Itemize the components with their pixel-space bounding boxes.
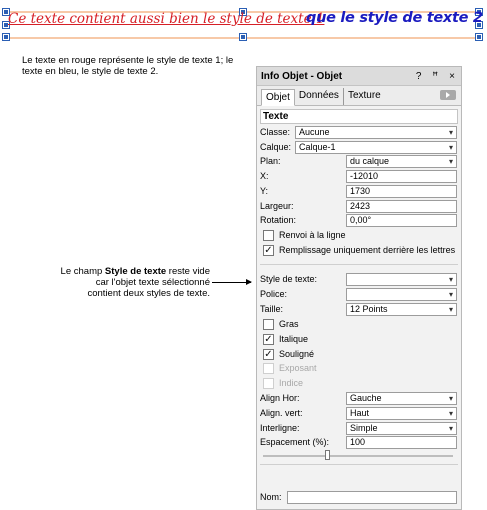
interligne-label: Interligne: xyxy=(260,423,300,433)
style-texte-label: Style de texte: xyxy=(260,274,318,284)
renvoi-label: Renvoi à la ligne xyxy=(279,230,346,240)
police-label: Police: xyxy=(260,289,288,299)
rotation-field[interactable]: 0,00° xyxy=(346,214,457,227)
nom-field[interactable] xyxy=(287,491,457,504)
calque-dropdown[interactable]: Calque-1 ▾ xyxy=(295,141,457,154)
interligne-dropdown[interactable]: Simple ▾ xyxy=(346,422,457,435)
exposant-label: Exposant xyxy=(279,363,317,373)
remplissage-checkbox[interactable]: ✓ xyxy=(264,245,273,256)
exposant-checkbox xyxy=(263,363,274,374)
police-dropdown[interactable] xyxy=(346,288,457,301)
description-text: Le texte en rouge représente le style de texte 1; le texte en bleu, le style de texte 2. xyxy=(22,55,234,77)
calque-label: Calque: xyxy=(260,142,292,152)
help-icon[interactable]: ? xyxy=(415,70,422,82)
renvoi-checkbox[interactable] xyxy=(263,230,274,241)
align-vert-label: Align. vert: xyxy=(260,408,303,418)
object-info-palette xyxy=(256,66,462,510)
play-icon[interactable] xyxy=(440,90,456,100)
x-field[interactable]: -12010 xyxy=(346,170,457,183)
x-label: X: xyxy=(260,171,269,181)
souligne-label: Souligné xyxy=(279,349,315,359)
largeur-label: Largeur: xyxy=(260,201,294,211)
italique-checkbox[interactable]: ✓ xyxy=(264,334,273,345)
classe-dropdown[interactable]: Aucune ▾ xyxy=(295,126,457,139)
gras-checkbox[interactable] xyxy=(263,319,274,330)
text-style-1-sample[interactable]: Ce texte contient aussi bien le style de texte 1 xyxy=(8,11,325,27)
text-style-2-sample[interactable]: que le style de texte 2 xyxy=(306,10,483,26)
selection-handle[interactable] xyxy=(476,34,482,40)
espacement-field[interactable]: 100 xyxy=(346,436,457,449)
selection-handle[interactable] xyxy=(240,34,246,40)
souligne-checkbox[interactable]: ✓ xyxy=(264,349,273,360)
palette-tabs xyxy=(257,86,461,106)
y-label: Y: xyxy=(260,186,269,196)
plan-label: Plan: xyxy=(260,156,281,166)
tab-donnees[interactable]: Données xyxy=(295,88,344,105)
gras-label: Gras xyxy=(279,319,299,329)
section-divider xyxy=(260,464,458,465)
palette-titlebar[interactable] xyxy=(257,67,461,86)
espacement-slider-track[interactable] xyxy=(263,455,453,457)
selection-handle[interactable] xyxy=(3,34,9,40)
nom-label: Nom: xyxy=(260,492,282,502)
indice-checkbox xyxy=(263,378,274,389)
classe-label: Classe: xyxy=(260,127,291,137)
rotation-label: Rotation: xyxy=(260,215,297,225)
remplissage-label: Remplissage uniquement derrière les lettres xyxy=(279,245,456,255)
section-divider xyxy=(260,264,458,265)
callout-text: Le champ Style de texte reste vide car l'objet texte sélectionné contient deux styles de texte. xyxy=(60,266,210,299)
tab-texture[interactable]: Texture xyxy=(347,90,381,101)
align-vert-dropdown[interactable]: Haut ▾ xyxy=(346,407,457,420)
italique-label: Italique xyxy=(279,334,309,344)
espacement-label: Espacement (%): xyxy=(260,437,330,447)
pin-icon[interactable]: ꟸ xyxy=(432,70,439,82)
close-icon[interactable]: × xyxy=(449,70,455,82)
align-hor-label: Align Hor: xyxy=(260,393,300,403)
y-field[interactable]: 1730 xyxy=(346,185,457,198)
plan-dropdown[interactable]: du calque ▾ xyxy=(346,155,457,168)
largeur-field[interactable]: 2423 xyxy=(346,200,457,213)
tab-objet[interactable]: Objet xyxy=(261,89,295,106)
taille-dropdown[interactable]: 12 Points ▾ xyxy=(346,303,457,316)
espacement-slider-thumb[interactable] xyxy=(325,450,330,460)
object-type-label: Texte xyxy=(260,109,458,124)
style-texte-dropdown[interactable] xyxy=(346,273,457,286)
indice-label: Indice xyxy=(279,378,304,388)
callout-arrow xyxy=(212,282,251,283)
align-hor-dropdown[interactable]: Gauche ▾ xyxy=(346,392,457,405)
callout-bold: Style de texte xyxy=(104,266,167,277)
taille-label: Taille: xyxy=(260,304,284,314)
palette-title: Info Objet - Objet xyxy=(261,70,343,82)
